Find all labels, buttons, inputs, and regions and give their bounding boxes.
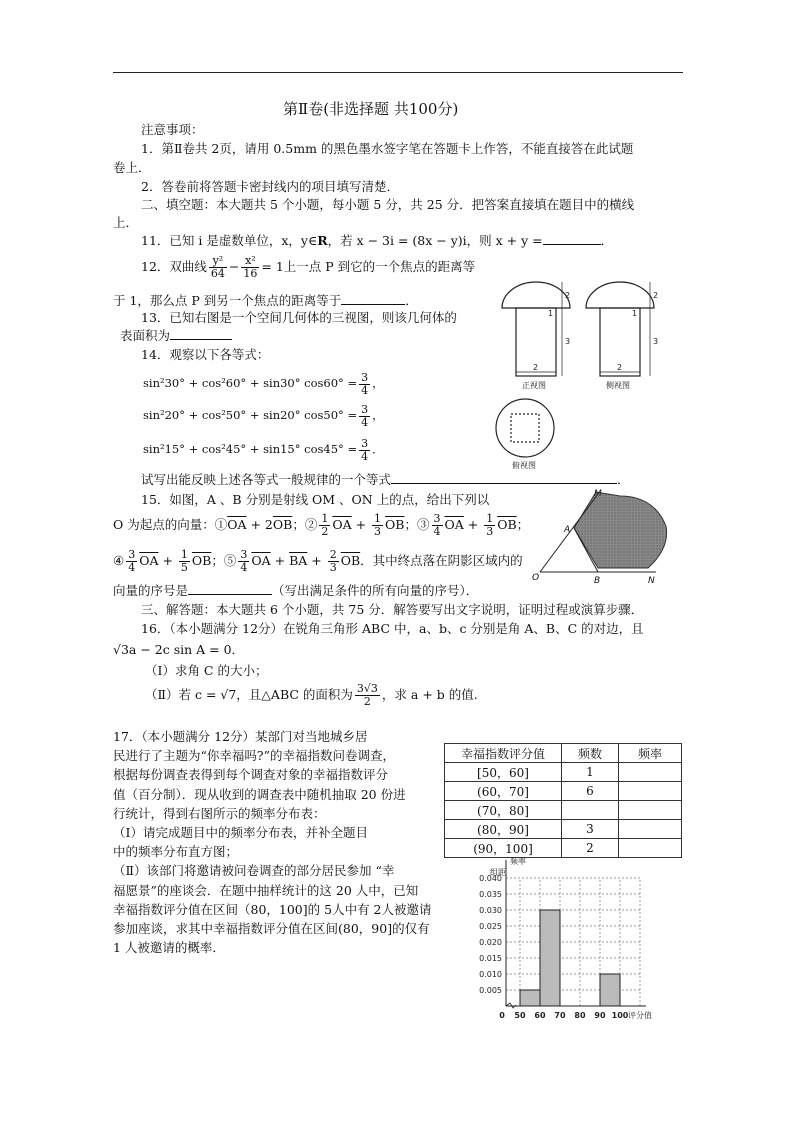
q15-answer-blank[interactable]	[188, 594, 272, 595]
q16-condition: √3a − 2c sin A = 0．	[113, 642, 245, 657]
question-14: 14．观察以下各等式：	[141, 347, 270, 362]
table-row: [50，60] 1	[445, 763, 682, 782]
y-axis-label: 频率	[510, 857, 526, 866]
page-title: 第Ⅱ卷(非选择题 共100分)	[283, 100, 459, 118]
y-tick-label: 0.025	[479, 922, 502, 931]
q12-minus: −	[228, 259, 240, 274]
question-13: 13．已知右图是一个空间几何体的三视图，则该几何体的	[141, 310, 457, 325]
section-3-heading: 三、解答题：本大题共 6 个小题，共 75 分．解答要写出文字说明，证明过程或演算步骤．	[141, 602, 644, 617]
q14-eq-1: sin²30° + cos²60° + sin30° cos60° = $\frac{3}{4}$ ，	[143, 370, 384, 397]
x-tick-label: 100	[611, 1011, 629, 1020]
y-tick-label: 0.020	[479, 938, 502, 947]
q12-text-c: 于 1，那么点 P 到另一个焦点的距离等于	[113, 293, 342, 308]
q11-text-a: 11．已知 i 是虚数单位，x，y∈	[141, 233, 318, 248]
q12-text-a: 12．双曲线	[141, 259, 207, 274]
q11-text-b: ，若 x − 3i = (8x − y)i，则 x + y =	[327, 233, 543, 248]
point-N-label: N	[648, 576, 655, 584]
q13-answer-blank[interactable]	[170, 339, 232, 340]
top-view-circle	[496, 399, 554, 457]
x-tick-label: 90	[594, 1011, 606, 1020]
question-15: 15．如图，A 、B 分别是射线 OM 、ON 上的点，给出下列以	[141, 492, 490, 507]
histogram-bar	[520, 990, 540, 1006]
q12-frac-x: $\frac{\text{x²}}{16}$	[243, 254, 258, 280]
top-rule	[113, 72, 683, 73]
svg-text:3: 3	[653, 337, 659, 346]
q15-ask: 向量的序号是 （写出满足条件的所有向量的序号）．	[113, 583, 479, 598]
q16-part-2: （Ⅱ）若 c = √7，且△ABC 的面积为 $\frac{3√3}{2}$ ，求 a + b 的值.	[145, 682, 478, 708]
frequency-histogram	[462, 856, 672, 1026]
table-row: (80，90] 3	[445, 820, 682, 839]
note-1-cont: 卷上．	[113, 160, 151, 175]
y-tick-label: 0.030	[479, 906, 502, 915]
notes-heading: 注意事项：	[141, 122, 204, 137]
note-1: 1．第Ⅱ卷共 2页，请用 0.5mm 的黑色墨水签字笔在答题卡上作答，不能直接答在此试题	[141, 141, 634, 156]
question-13-cont	[120, 326, 232, 346]
y-tick-label: 0.040	[479, 874, 502, 883]
q12-frac-y: $\frac{\text{y²}}{64}$	[210, 254, 225, 280]
x-tick-label: 70	[554, 1011, 566, 1020]
point-M-label: M	[594, 489, 602, 499]
q11-real-set: R	[317, 233, 328, 248]
q11-answer-blank[interactable]	[543, 244, 601, 245]
x-axis-label: 评分值	[628, 1011, 652, 1020]
q16-part-1: （Ⅰ）求角 C 的大小；	[145, 663, 268, 678]
y-tick-label: 0.010	[479, 970, 502, 979]
q14-ask: 试写出能反映上述各等式一般规律的一个等式 ．	[141, 472, 630, 487]
y-axis-label: 组距	[490, 868, 506, 877]
x-tick-label: 0	[499, 1011, 505, 1020]
x-tick-label: 60	[534, 1011, 546, 1020]
y-tick-label: 0.005	[479, 986, 502, 995]
question-17: 17．（本小题满分 12分）某部门对当地城乡居 民进行了主题为“你幸福吗?”的幸福指数问卷调查， 根据每份调查表得到每个调查对象的幸福指数评分 值（百分制）．现从收到的调查表中随机抽取 20 份进 行统计，得到右图所示的频率分布表： （Ⅰ）请完成题目中的频率分布表，并补全题目 中的频率分布直方图； （Ⅱ）该部门将邀请被问卷调查的部分居民参加 “幸 福愿景”的座谈会．在题中抽样统计的这 20 人中，已知 幸福指数评分值在区间（80，100]的 5人中有 2人被邀请 参加座谈，求其中幸福指数评分值在区间(80，90]的仅有 1 人被邀请的概率．	[113, 729, 432, 956]
point-B-label: B	[594, 576, 601, 584]
svg-text:2: 2	[617, 363, 623, 372]
svg-text:3: 3	[565, 337, 571, 346]
q11-end: ．	[600, 233, 614, 248]
side-view-label: 侧视图	[606, 381, 630, 390]
front-view-cap	[502, 282, 570, 308]
svg-text:1: 1	[632, 309, 638, 318]
side-view-cap	[586, 282, 654, 308]
y-tick-label: 0.015	[479, 954, 502, 963]
q14-answer-blank[interactable]	[391, 483, 617, 484]
table-header-row: 幸福指数评分值 频数 频率	[445, 744, 682, 763]
question-11	[141, 231, 613, 251]
section-2-cont: 上．	[113, 215, 139, 230]
frequency-table	[444, 743, 682, 858]
q12-text-b: = 1上一点 P 到它的一个焦点的距离等	[261, 259, 476, 274]
section-2-heading: 二、填空题：本大题共 5 个小题，每小题 5 分，共 25 分．把答案直接填在题目中的横线	[141, 197, 635, 212]
top-view-label: 俯视图	[512, 461, 536, 470]
table-row: (70，80]	[445, 801, 682, 820]
q14-eq-2: sin²20° + cos²50° + sin20° cos50° = $\frac{3}{4}$ ，	[143, 402, 384, 429]
histogram-bar	[540, 910, 560, 1006]
y-tick-label: 0.035	[479, 890, 502, 899]
question-12	[141, 254, 475, 280]
note-2: 2．答卷前将答题卡密封线内的项目填写清楚．	[141, 179, 399, 194]
svg-text:2: 2	[533, 363, 539, 372]
svg-text:2: 2	[565, 291, 571, 300]
table-row: (90，100] 2	[445, 839, 682, 858]
vector-region-figure	[530, 488, 680, 584]
three-view-figure	[490, 276, 670, 472]
q15-vectors-2: ④ $\frac{3}{4}$ $\overline{OA}$ + $\frac{1}{5}$ $\overline{OB}$；⑤ $\frac{3}{4}$ $\overline{OA} + \overline{BA}$ + $\frac{2}{3}$ $\overline{OB}$．其中终点落在阴影区域内的	[113, 548, 523, 574]
svg-text:2: 2	[653, 291, 659, 300]
top-view-square	[511, 414, 539, 442]
q12-end: ．	[405, 293, 418, 308]
q13-text-b: 表面积为	[120, 328, 171, 343]
table-row: (60，70] 6	[445, 782, 682, 801]
svg-text:1: 1	[548, 309, 554, 318]
point-A-label: A	[564, 525, 571, 535]
x-tick-label: 50	[514, 1011, 526, 1020]
histogram-bar	[600, 974, 620, 1006]
q12-answer-blank[interactable]	[341, 304, 405, 305]
q15-vectors-1: O 为起点的向量：$①\overline{OA} + 2\overline{OB}$；② $\frac{1}{2}$ $\overline{OA}$ + $\frac{1}{3}$ $\overline{OB}$；③ $\frac{3}{4}$ $\overline{OA}$ + $\frac{1}{3}$ $\overline{OB}$；	[113, 512, 530, 538]
question-16: 16．（本小题满分 12分）在锐角三角形 ABC 中，a、b、c 分别是角 A、B、C 的对边，且	[141, 621, 644, 636]
x-tick-label: 80	[574, 1011, 586, 1020]
q14-eq-3: sin²15° + cos²45° + sin15° cos45° = $\frac{3}{4}$ ．	[143, 436, 384, 463]
point-O-label: O	[532, 573, 540, 583]
front-view-label: 正视图	[522, 381, 546, 390]
shaded-region	[574, 492, 667, 568]
